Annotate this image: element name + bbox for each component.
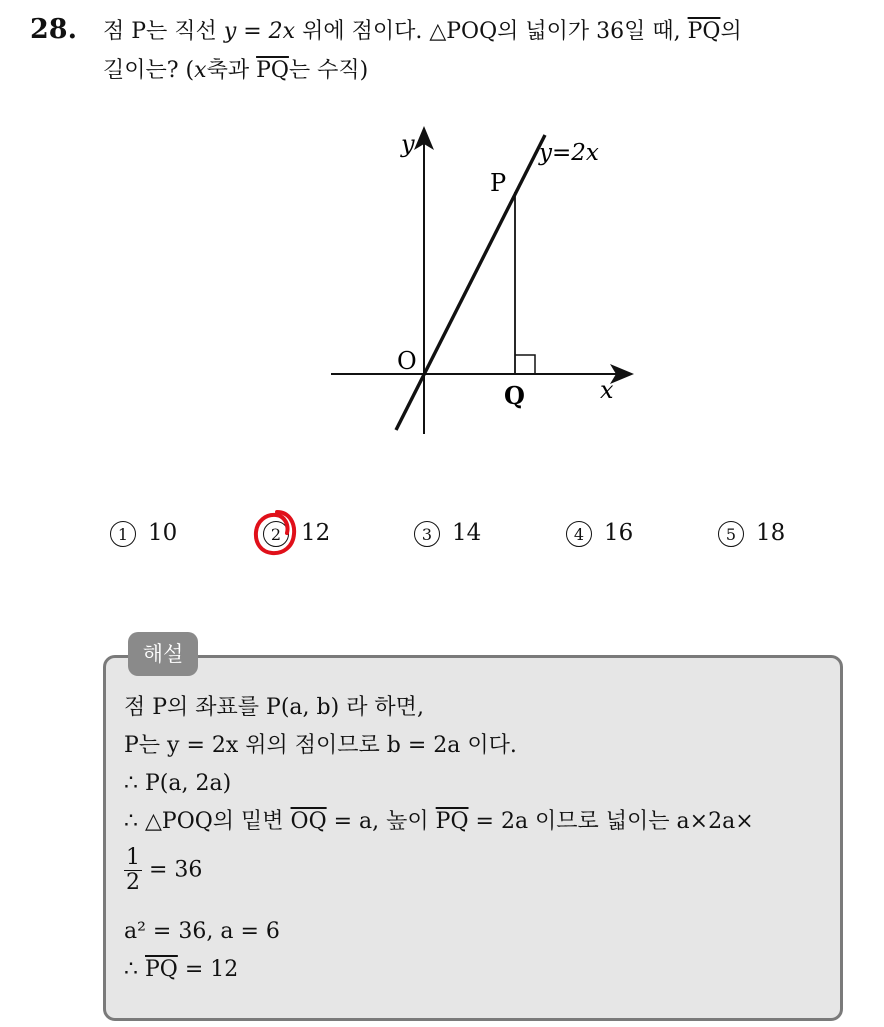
choice-3[interactable]: 3 14 <box>414 520 481 547</box>
solution-line-3: ∴ P(a, 2a) <box>124 771 232 796</box>
solution-line-7: ∴ $\overline{PQ} = 12$ <box>124 957 239 982</box>
question-line-1: 점 P는 직선 y = 2x 위에 점이다. △POQ의 넓이가 36일 때, $\overline{PQ}$의 <box>103 19 742 44</box>
line-label: y=2x <box>539 140 599 166</box>
choice-mark: 5 <box>718 521 744 547</box>
choice-2[interactable]: 2 12 <box>263 520 330 547</box>
solution-line-6: a² = 36, a = 6 <box>124 919 280 944</box>
point-p-label: P <box>490 169 507 197</box>
solution-line-4: ∴ △POQ의 밑변 $\overline{OQ} = a$, 높이 $\overline{PQ} = 2a$ 이므로 넓이는 a×2a× <box>124 809 754 834</box>
solution-tag: 해설 <box>128 632 198 676</box>
origin-label: O <box>397 347 417 375</box>
choice-mark: 4 <box>566 521 592 547</box>
choice-1[interactable]: 1 10 <box>110 520 177 547</box>
question-line-2: 길이는? (x축과 $\overline{PQ}$는 수직) <box>103 58 369 83</box>
solution-line-2: P는 y = 2x 위의 점이므로 b = 2a 이다. <box>124 733 517 758</box>
choice-mark: 1 <box>110 521 136 547</box>
y-axis-label: y <box>401 130 415 158</box>
choice-mark: 2 <box>263 521 289 547</box>
point-q-label: Q <box>504 381 525 410</box>
selected-answer-circle <box>250 506 300 560</box>
solution-line-1: 점 P의 좌표를 P(a, b) 라 하면, <box>124 695 424 720</box>
x-axis-label: x <box>600 376 614 404</box>
choice-4[interactable]: 4 16 <box>566 520 633 547</box>
question-number: 28. <box>30 14 77 45</box>
graph-diagram <box>0 0 884 500</box>
choice-5[interactable]: 5 18 <box>718 520 785 547</box>
right-angle-mark <box>515 355 535 374</box>
solution-line-5: $\frac{1}{2}$ = 36 <box>126 845 203 896</box>
fraction-half: $\frac{1}{2}$ <box>126 845 140 896</box>
choice-mark: 3 <box>414 521 440 547</box>
